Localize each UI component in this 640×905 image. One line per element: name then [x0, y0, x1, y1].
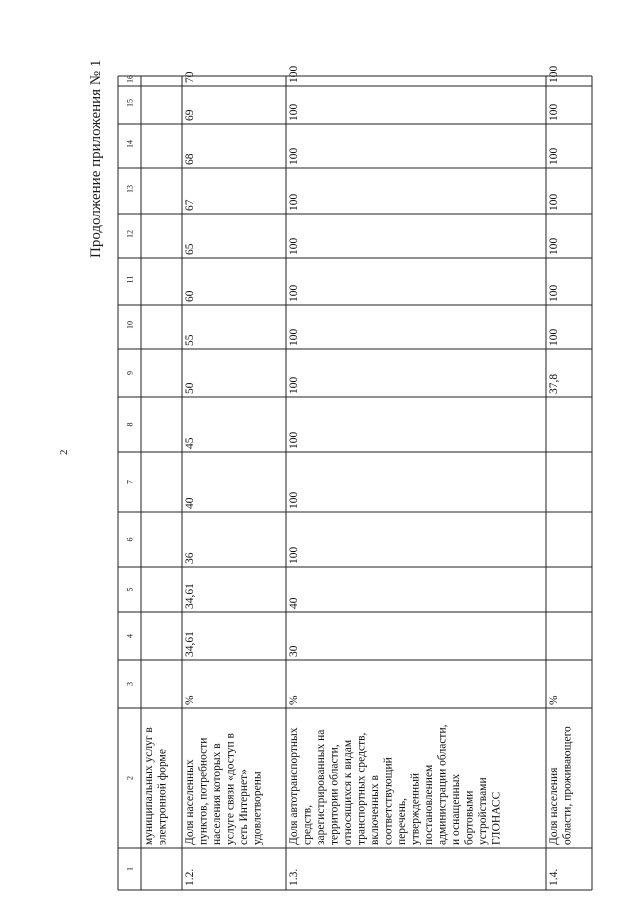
row-name-line: включенных в: [369, 775, 381, 845]
column-header: 1: [125, 867, 135, 871]
value-cell: 100: [548, 284, 560, 302]
column-header: 8: [125, 422, 135, 427]
row-name-line: Доля населения: [548, 767, 560, 845]
value-cell: 100: [288, 328, 300, 346]
value-cell: 50: [184, 382, 196, 394]
value-cell: 34,61: [184, 631, 196, 657]
row-name-line: удовлетворены: [251, 771, 264, 845]
row-name-line: транспортных средств,: [355, 732, 368, 845]
column-header: 16: [125, 75, 135, 83]
row-name-line: пунктов, потребности: [197, 737, 210, 845]
value-cell: 68: [184, 153, 196, 165]
value-cell: 40: [288, 597, 300, 609]
row-number: 1.2.: [184, 868, 196, 886]
row-name-line: бортовыми: [463, 790, 476, 845]
row-name-line: утвержденный: [409, 772, 422, 845]
row-name-line: постановлением: [423, 764, 435, 845]
value-cell: 100: [548, 193, 560, 211]
row-name-line: сеть Интернет»: [238, 769, 250, 845]
row-name-line: услуге связи «доступ в: [224, 733, 237, 845]
column-header: 12: [125, 230, 135, 238]
continuation-heading: Продолжение приложения № 1: [88, 59, 104, 258]
row-name-line: ГЛОНАСС: [490, 791, 503, 845]
column-header: 3: [125, 682, 135, 686]
value-cell: 69: [184, 109, 196, 121]
row-name-line: зарегистрированных на: [315, 729, 327, 845]
value-cell: 100: [288, 491, 300, 509]
value-cell: 100: [548, 237, 560, 255]
row-number: 1.4.: [548, 868, 560, 886]
row-name-line: средств,: [301, 804, 314, 845]
row-unit: %: [548, 695, 560, 705]
row-name-line: Доля автотранспортных: [288, 727, 300, 845]
row-name-line: устройствами: [477, 777, 489, 845]
column-header: 7: [125, 480, 135, 484]
row-unit: %: [288, 695, 300, 705]
column-header: 15: [125, 99, 135, 107]
value-cell: 100: [288, 237, 300, 255]
value-cell: 100: [548, 328, 560, 346]
value-cell: 100: [548, 103, 560, 121]
value-cell: 60: [184, 290, 196, 302]
row-number: 1.3.: [288, 868, 300, 886]
row-name-line: соответствующий: [382, 757, 395, 845]
row-name-line: населения которых в: [211, 743, 223, 845]
value-cell: 100: [288, 147, 300, 165]
row-name-line: области, проживающего: [561, 726, 574, 845]
value-cell: 100: [548, 65, 560, 83]
column-header: 9: [125, 371, 135, 375]
value-cell: 36: [184, 552, 196, 564]
row-name-line: муниципальных услуг в: [143, 727, 155, 845]
value-cell: 45: [184, 437, 196, 449]
value-cell: 100: [288, 376, 300, 394]
column-header: 5: [125, 587, 135, 592]
row-unit: %: [184, 695, 196, 705]
value-cell: 100: [288, 546, 300, 564]
table-cells: [126, 66, 574, 887]
value-cell: 30: [288, 645, 300, 657]
value-cell: 100: [288, 193, 300, 211]
value-cell: 100: [288, 431, 300, 449]
column-header: 13: [125, 185, 135, 193]
value-cell: 34,61: [184, 583, 196, 609]
row-name-line: электронной форме: [156, 749, 169, 845]
column-header: 10: [125, 321, 135, 329]
row-name-line: территории области,: [328, 744, 341, 845]
value-cell: 67: [184, 199, 196, 211]
page-number: 2: [58, 449, 70, 455]
row-name-line: Доля населенных: [184, 759, 196, 845]
value-cell: 37,8: [548, 373, 560, 394]
row-name-line: перечень,: [396, 798, 408, 845]
column-header: 6: [125, 537, 135, 542]
value-cell: 100: [288, 65, 300, 83]
value-cell: 55: [184, 334, 196, 346]
row-name-line: относящихся к видам: [342, 739, 354, 845]
column-header: 2: [125, 776, 135, 780]
value-cell: 100: [288, 103, 300, 121]
column-header: 11: [125, 275, 135, 284]
value-cell: 40: [184, 497, 196, 509]
column-header: 4: [125, 634, 135, 638]
value-cell: 100: [548, 147, 560, 165]
value-cell: 65: [184, 243, 196, 255]
value-cell: 70: [184, 71, 196, 83]
value-cell: 100: [288, 284, 300, 302]
row-name-line: и оснащенных: [450, 773, 462, 845]
column-header: 14: [125, 140, 135, 148]
row-name-line: администрации области,: [436, 724, 449, 845]
